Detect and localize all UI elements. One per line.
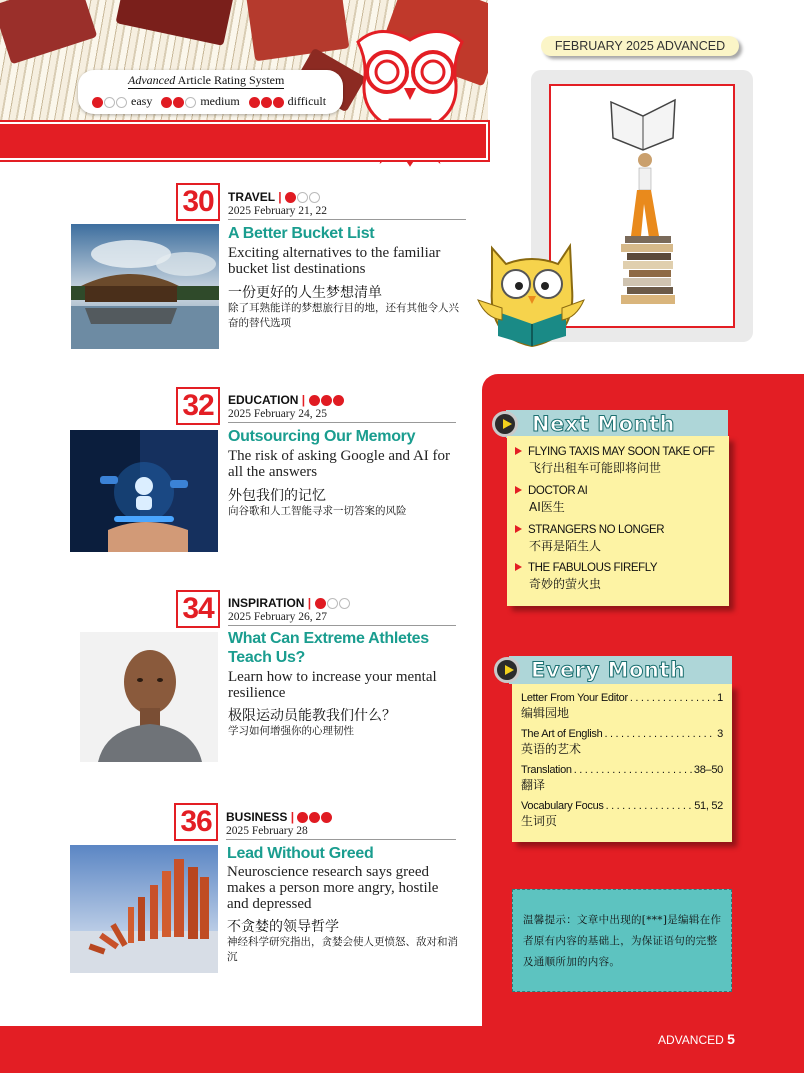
article-title[interactable]: What Can Extreme Athletes Teach Us? xyxy=(228,630,429,666)
article-description: Exciting alternatives to the familiar bucket list destinations xyxy=(228,245,441,277)
divider xyxy=(226,839,456,840)
article-description-zh: 学习如何增强你的心理韧性 xyxy=(228,725,354,737)
article-description: The risk of asking Google and AI for all the answers xyxy=(228,448,451,480)
every-month-heading: Every Month xyxy=(509,656,732,684)
next-month-item[interactable]: STRANGERS NO LONGER 不再是陌生人 xyxy=(515,524,664,554)
article-description: Learn how to increase your mental resilience xyxy=(228,669,437,701)
cartoon-owl-reading-icon xyxy=(472,228,590,356)
every-month-item[interactable]: Vocabulary Focus . . . 51, 52 生词页 xyxy=(521,800,723,829)
article-title-zh: 极限运动员能教我们什么？ xyxy=(228,708,396,724)
next-month-item[interactable]: FLYING TAXIS MAY SOON TAKE OFF 飞行出租车可能即将问世 xyxy=(515,446,715,476)
triangle-bullet-icon xyxy=(515,563,522,571)
triangle-bullet-icon xyxy=(515,486,522,494)
article-page-number: 36 xyxy=(174,803,218,841)
next-month-box xyxy=(507,436,729,606)
next-month-item[interactable]: THE FABULOUS FIREFLY 奇妙的萤火虫 xyxy=(515,562,657,592)
rating-legend-row xyxy=(92,94,326,109)
header-red-bar xyxy=(0,120,488,162)
divider xyxy=(228,625,456,626)
every-month-item[interactable]: The Art of English . . . 3 英语的艺术 xyxy=(521,728,723,757)
article-title-zh: 不贪婪的领导哲学 xyxy=(227,919,339,935)
article-description-zh: 除了耳熟能详的梦想旅行目的地，还有其他令人兴奋的替代选项 xyxy=(228,302,459,329)
footer-divider xyxy=(0,1022,482,1026)
article-page-number: 34 xyxy=(176,590,220,628)
divider xyxy=(228,422,456,423)
article-title-zh: 一份更好的人生梦想清单 xyxy=(228,285,382,301)
article-description-zh: 神经科学研究指出，贪婪会使人更愤怒、敌对和消沉 xyxy=(227,936,458,963)
article-category: BUSINESS | xyxy=(226,810,333,824)
article-date: 2025 February 21, 22 xyxy=(228,205,328,217)
dominoes-photo xyxy=(70,845,218,973)
article-title[interactable]: A Better Bucket List xyxy=(228,225,375,242)
article-title[interactable]: Lead Without Greed xyxy=(227,845,374,862)
next-month-heading: Next Month xyxy=(506,410,728,438)
article-category: EDUCATION | xyxy=(228,393,345,407)
article-title[interactable]: Outsourcing Our Memory xyxy=(228,428,416,445)
every-month-item[interactable]: Letter From Your Editor . . . 1 编辑园地 xyxy=(521,692,723,721)
issue-tag: FEBRUARY 2025 ADVANCED xyxy=(541,36,739,56)
article-date: 2025 February 24, 25 xyxy=(228,408,328,420)
article-title-zh: 外包我们的记忆 xyxy=(228,488,326,504)
article-description-zh: 向谷歌和人工智能寻求一切答案的风险 xyxy=(228,505,407,517)
rating-system-legend xyxy=(78,70,343,114)
divider xyxy=(228,219,466,220)
play-icon xyxy=(494,657,520,683)
legend-difficult: difficult xyxy=(249,94,326,108)
editor-note-box xyxy=(512,889,732,992)
article-date: 2025 February 28 xyxy=(226,825,308,837)
ai-robot-photo xyxy=(70,430,218,552)
rating-system-title xyxy=(128,73,284,89)
article-page-number: 30 xyxy=(176,183,220,221)
athlete-portrait-photo xyxy=(80,632,218,762)
play-icon xyxy=(492,411,518,437)
rating-title-rest: Article Rating System xyxy=(177,73,285,87)
legend-easy: easy xyxy=(92,94,152,108)
editor-note-text: 温馨提示：文章中出现的[***]是编辑在作者原有内容的基础上，为保证语句的完整及通顺所加的内容。 xyxy=(523,914,722,968)
article-description: Neuroscience research says greed makes a person more angry, hostile and depressed xyxy=(227,864,439,912)
triangle-bullet-icon xyxy=(515,525,522,533)
rating-title-italic: Advanced xyxy=(128,73,176,87)
every-month-item[interactable]: Translation . . . 38–50 翻译 xyxy=(521,764,723,793)
legend-medium: medium xyxy=(161,94,239,108)
article-page-number: 32 xyxy=(176,387,220,425)
page-number: 5 xyxy=(727,1031,735,1047)
page-footer xyxy=(658,1031,735,1047)
article-date: 2025 February 26, 27 xyxy=(228,611,328,623)
article-category: TRAVEL | xyxy=(228,190,321,204)
every-month-box xyxy=(512,684,732,842)
triangle-bullet-icon xyxy=(515,447,522,455)
next-month-item[interactable]: DOCTOR AI AI医生 xyxy=(515,485,587,515)
houseboat-photo xyxy=(71,224,219,349)
footer-label: ADVANCED xyxy=(658,1033,724,1047)
article-category: INSPIRATION | xyxy=(228,596,351,610)
